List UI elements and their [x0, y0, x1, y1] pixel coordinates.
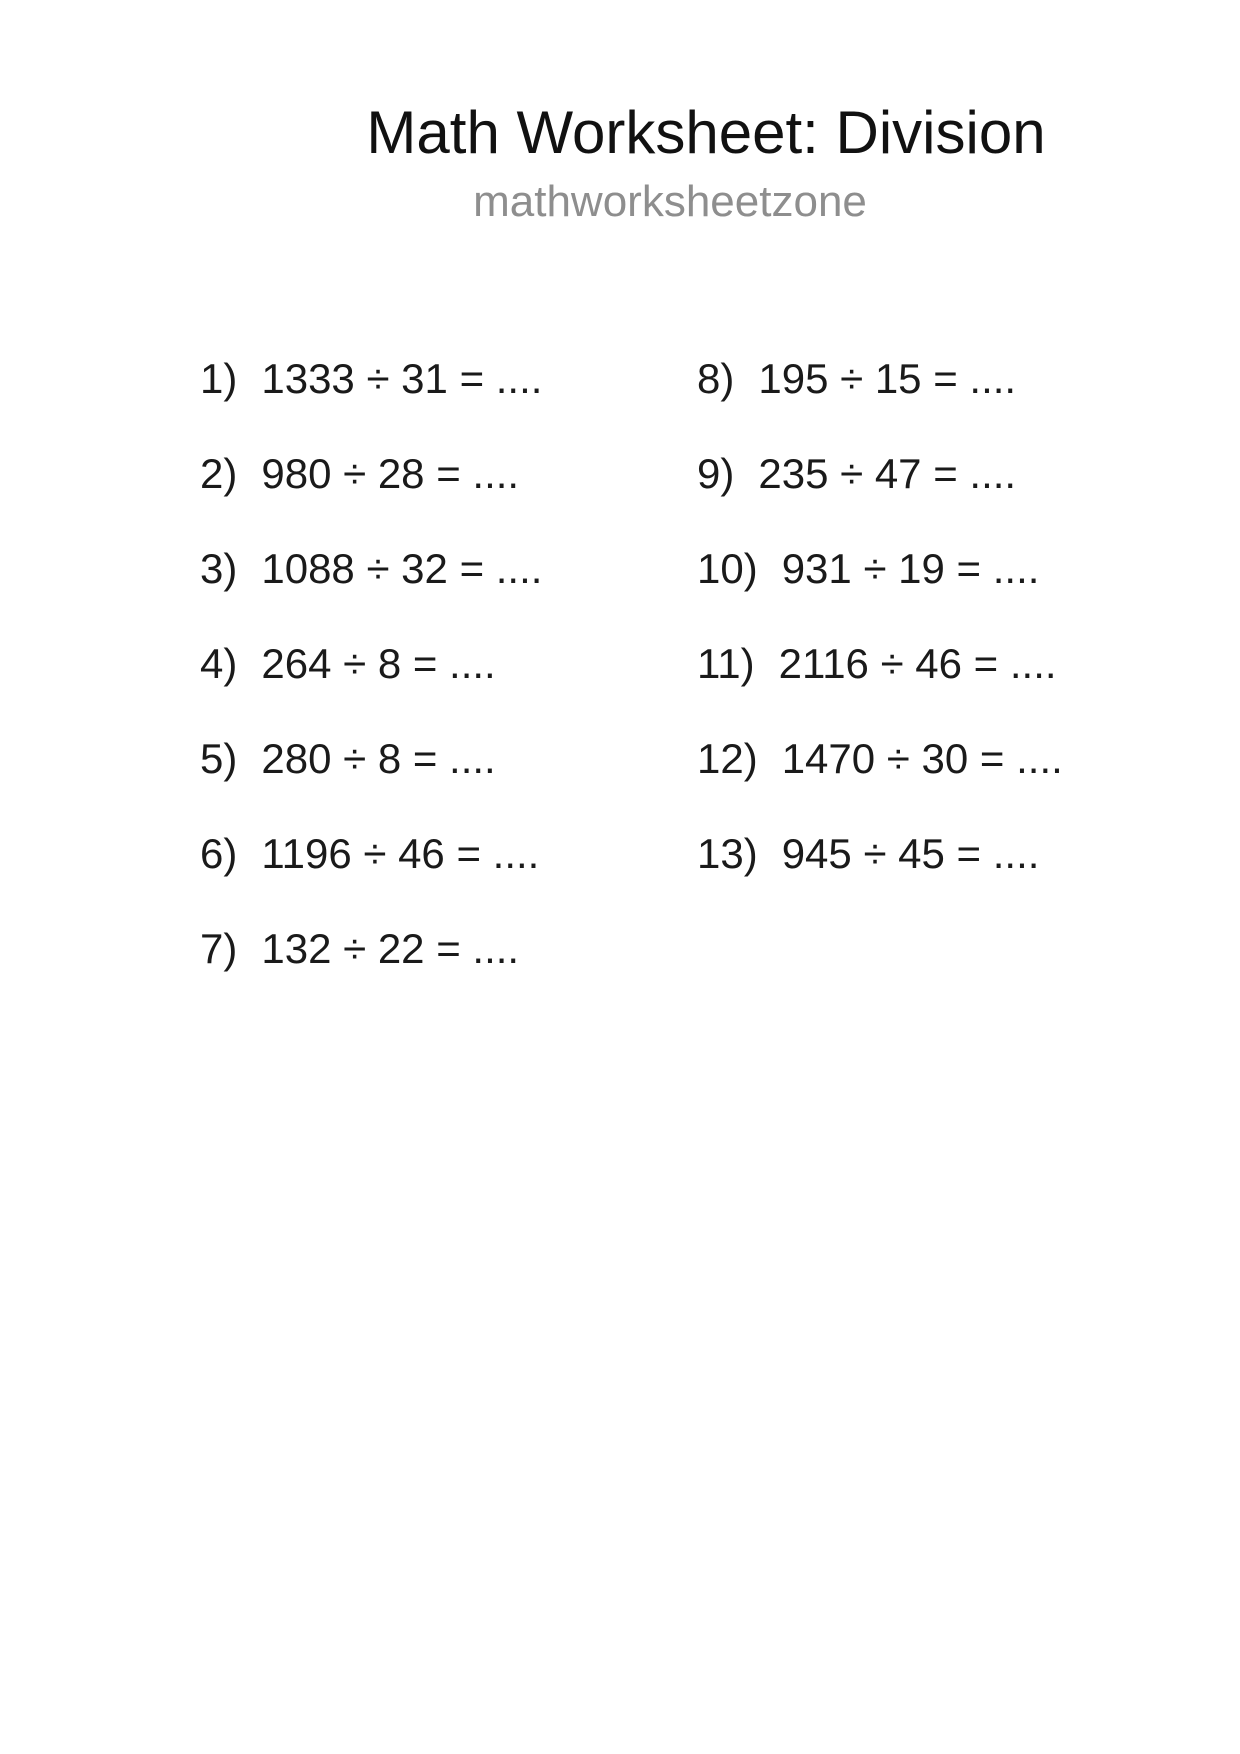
problem-6: [200, 830, 540, 877]
page-subtitle: mathworksheetzone: [473, 177, 867, 226]
problem-expression: 980 ÷ 28 = ....: [261, 450, 520, 497]
problem-number: 3): [200, 545, 238, 592]
problem-expression: 280 ÷ 8 = ....: [261, 735, 496, 782]
problem-3: [200, 545, 543, 592]
problem-number: 2): [200, 450, 238, 497]
problem-1: [200, 355, 543, 402]
problem-number: 1): [200, 355, 238, 402]
problem-number: 9): [697, 450, 735, 497]
problem-expression: 945 ÷ 45 = ....: [781, 830, 1040, 877]
problem-expression: 2116 ÷ 46 = ....: [778, 640, 1057, 687]
problem-expression: 1196 ÷ 46 = ....: [261, 830, 540, 877]
problem-number: 10): [697, 545, 758, 592]
problem-number: 12): [697, 735, 758, 782]
problem-number: 5): [200, 735, 238, 782]
problem-number: 6): [200, 830, 238, 877]
problem-expression: 1088 ÷ 32 = ....: [261, 545, 543, 592]
problem-number: 13): [697, 830, 758, 877]
problem-5: [200, 735, 496, 782]
problem-expression: 931 ÷ 19 = ....: [781, 545, 1040, 592]
problem-11: [697, 640, 1057, 687]
problem-number: 8): [697, 355, 735, 402]
problem-expression: 264 ÷ 8 = ....: [261, 640, 496, 687]
problem-9: [697, 450, 1017, 497]
problem-number: 7): [200, 925, 238, 972]
problem-expression: 195 ÷ 15 = ....: [758, 355, 1017, 402]
problem-expression: 1333 ÷ 31 = ....: [261, 355, 543, 402]
problem-10: [697, 545, 1040, 592]
problem-4: [200, 640, 496, 687]
problem-8: [697, 355, 1017, 402]
problem-12: [697, 735, 1063, 782]
problem-expression: 132 ÷ 22 = ....: [261, 925, 520, 972]
problem-7: [200, 925, 520, 972]
problem-number: 4): [200, 640, 238, 687]
page-title: Math Worksheet: Division: [366, 99, 1046, 166]
problem-2: [200, 450, 520, 497]
problem-13: [697, 830, 1040, 877]
problem-number: 11): [697, 640, 755, 687]
problem-expression: 235 ÷ 47 = ....: [758, 450, 1017, 497]
problem-expression: 1470 ÷ 30 = ....: [781, 735, 1063, 782]
